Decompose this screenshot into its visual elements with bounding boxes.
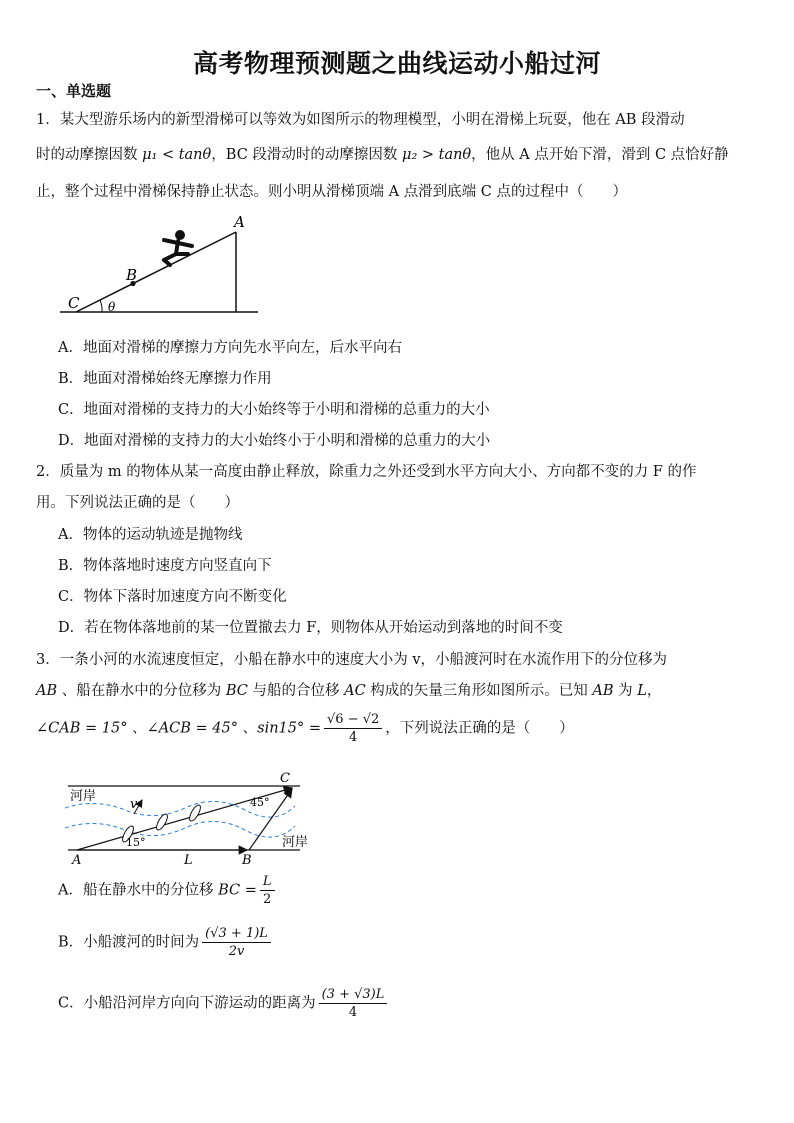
q1-option-d[interactable]: D．地面对滑梯的支持力的大小始终小于小明和滑梯的总重力的大小: [58, 433, 491, 449]
fig3-label-a: A: [72, 853, 82, 868]
q1-line2: 时的动摩擦因数 μ₁ < tanθ，BC 段滑动时的动摩擦因数 μ₂ > tanθ，他从 A 点开始下滑，滑到 C 点恰好静: [36, 147, 729, 163]
slide-figure: [58, 210, 258, 320]
fig3-label-b: B: [242, 853, 252, 868]
q1-option-a[interactable]: A．地面对滑梯的摩擦力方向先水平向左，后水平向右: [58, 340, 402, 356]
q3-option-a[interactable]: A．船在静水中的分位移 BC = $\frac{L}{2}$: [58, 874, 278, 907]
q1-mu1: μ₁ < tanθ: [142, 147, 212, 163]
section-heading: 一、单选题: [36, 82, 112, 100]
q3-line3: ∠CAB = 15° 、∠ACB = 45° 、sin15° = $\frac{√6 - √2}{4}$ ，下列说法正确的是（ ）: [36, 712, 574, 745]
q3-sin15-fraction: $\frac{√6 - √2}{4}$: [324, 712, 382, 745]
fig1-label-c: C: [68, 294, 80, 312]
q2-option-c[interactable]: C．物体下落时加速度方向不断变化: [58, 589, 287, 605]
q3-option-b[interactable]: B．小船渡河的时间为 $\frac{(√3 + 1)L}{2v}$: [58, 926, 274, 959]
q1-mu2: μ₂ > tanθ: [402, 147, 472, 163]
fig1-label-theta: θ: [108, 300, 116, 314]
q3-option-b-fraction: $\frac{(√3 + 1)L}{2v}$: [202, 926, 271, 959]
q3-option-a-fraction: $\frac{L}{2}$: [260, 874, 275, 907]
q3-cond-cab: ∠CAB = 15°: [36, 720, 128, 737]
q2-option-a[interactable]: A．物体的运动轨迹是抛物线: [58, 527, 243, 543]
fig1-label-b: B: [126, 266, 138, 284]
q1-line3: 止，整个过程中滑梯保持静止状态。则小明从滑梯顶端 A 点滑到底端 C 点的过程中（ ）: [36, 184, 627, 200]
q2-line2: 用。下列说法正确的是（ ）: [36, 495, 239, 511]
q2-option-d[interactable]: D．若在物体落地前的某一位置撤去力 F，则物体从开始运动到落地的时间不变: [58, 620, 563, 636]
q1-option-c[interactable]: C．地面对滑梯的支持力的大小始终等于小明和滑梯的总重力的大小: [58, 402, 490, 418]
river-figure: [60, 768, 320, 868]
q2-option-b[interactable]: B．物体落地时速度方向竖直向下: [58, 558, 272, 574]
q1-option-b[interactable]: B．地面对滑梯始终无摩擦力作用: [58, 371, 272, 387]
q3-line1: 3．一条小河的水流速度恒定，小船在静水中的速度大小为 v，小船渡河时在水流作用下的分位移为: [36, 652, 668, 668]
fig3-bank-top: 河岸: [70, 789, 97, 804]
fig3-label-v: v: [130, 797, 138, 812]
fig3-label-c: C: [280, 771, 290, 786]
q3-cond-acb: ∠ACB = 45°: [146, 720, 239, 737]
fig3-label-l: L: [184, 853, 193, 868]
q1-line1: 1．某大型游乐场内的新型滑梯可以等效为如图所示的物理模型，小明在滑梯上玩耍，他在 AB 段滑动: [36, 112, 685, 128]
page-title: 高考物理预测题之曲线运动小船过河: [192, 49, 601, 78]
q3-line2: AB 、船在静水中的分位移为 BC 与船的合位移 AC 构成的矢量三角形如图所示。已知 AB 为 L，: [36, 683, 662, 699]
q3-cond-sin: sin15° =: [257, 720, 322, 737]
q3-option-c[interactable]: C．小船沿河岸方向向下游运动的距离为 $\frac{(3 + √3)L}{4}$: [58, 987, 390, 1020]
q3-option-c-fraction: $\frac{(3 + √3)L}{4}$: [319, 987, 388, 1020]
fig3-bank-bottom: 河岸: [282, 835, 309, 850]
fig3-angle-15: 15°: [126, 836, 146, 849]
person-icon: [164, 230, 192, 265]
fig3-angle-45: 45°: [250, 796, 270, 809]
q2-line1: 2．质量为 m 的物体从某一高度由静止释放，除重力之外还受到水平方向大小、方向都不变的力 F 的作: [36, 464, 697, 480]
fig1-label-a: A: [234, 213, 245, 231]
